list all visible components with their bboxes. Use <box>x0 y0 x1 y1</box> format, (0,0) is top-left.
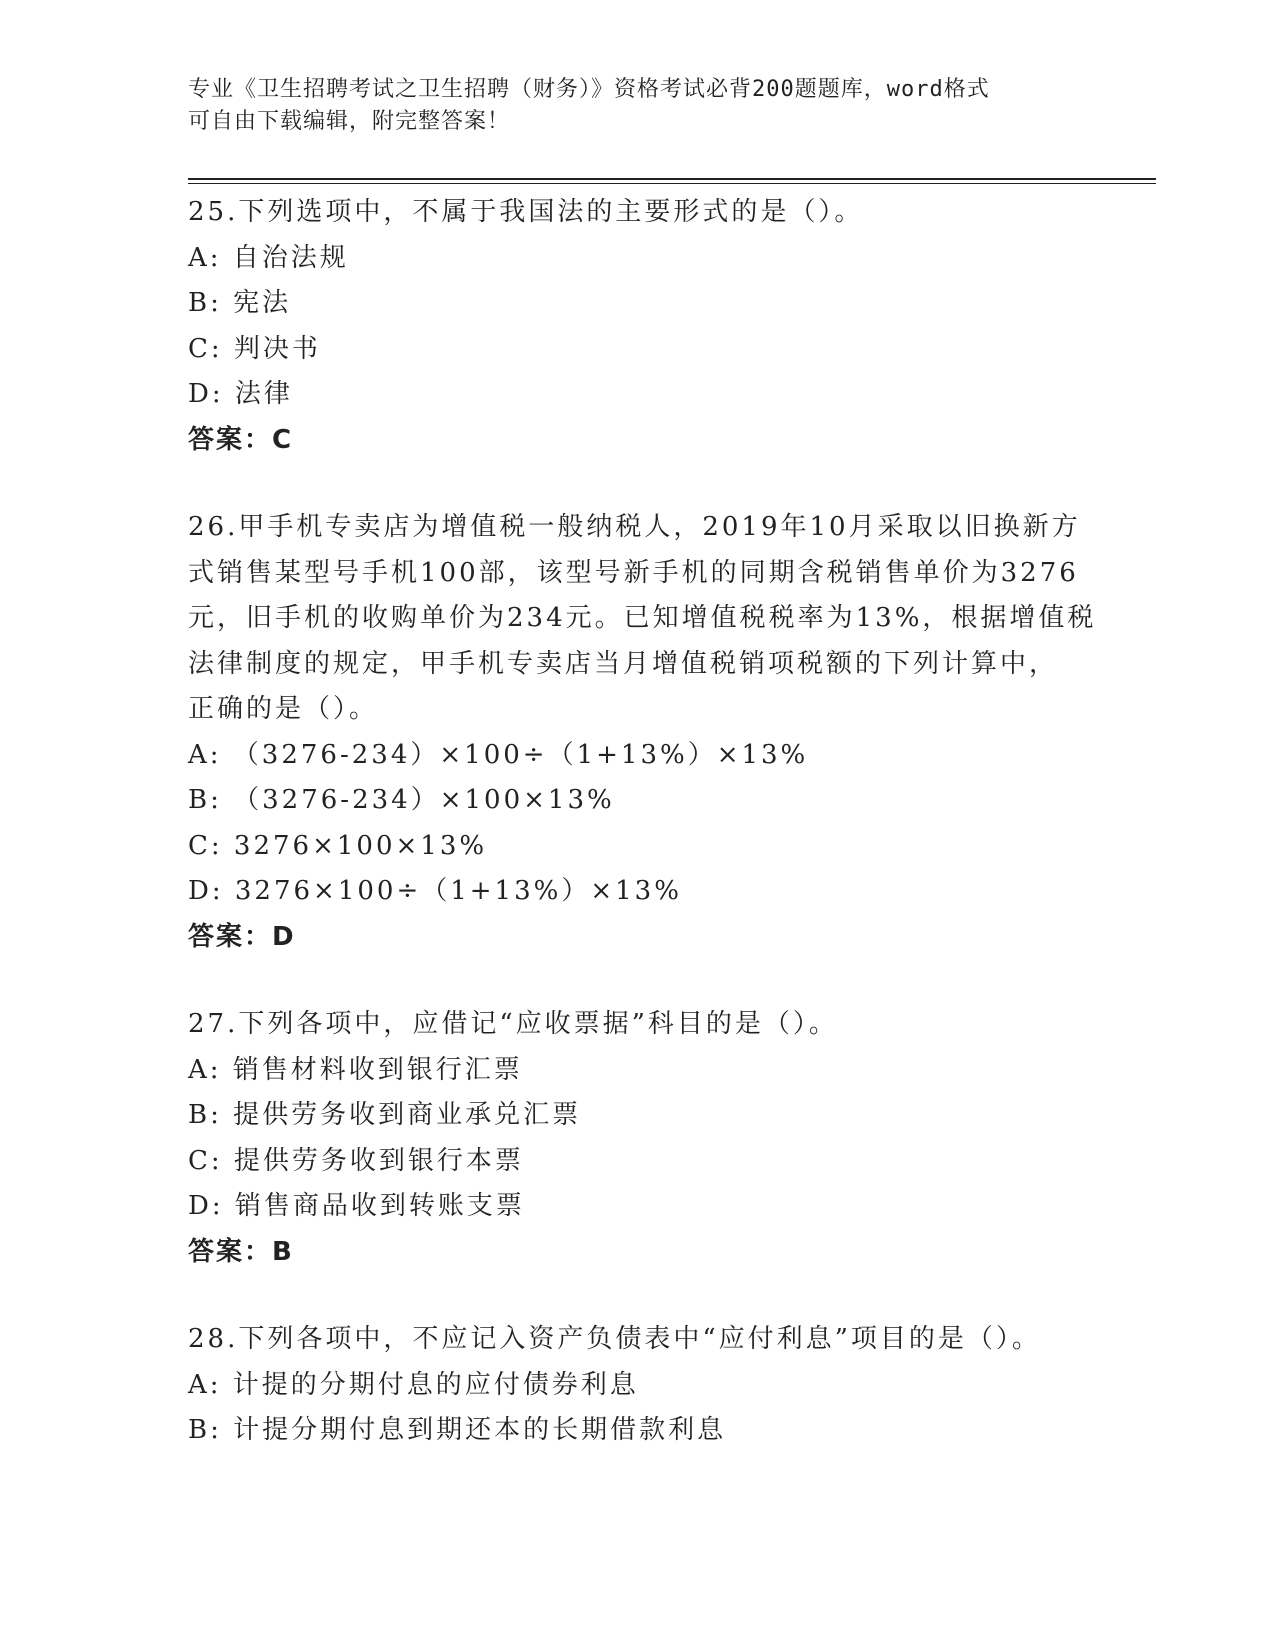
answer-option: A: 销售材料收到银行汇票 <box>188 1054 523 1085</box>
answer-option: D: 销售商品收到转账支票 <box>188 1191 525 1221</box>
question-stem-line: 式销售某型号手机100部，该型号新手机的同期含税销售单价为3276 <box>188 557 1079 588</box>
document-header <box>188 74 1088 138</box>
answer-option: B: 宪法 <box>188 288 292 318</box>
answer-option: C: 提供劳务收到银行本票 <box>188 1145 524 1176</box>
answer-option: D: 法律 <box>188 379 293 409</box>
header-divider <box>188 178 1156 180</box>
answer-option: D: 3276×100÷（1+13%）×13% <box>188 876 682 906</box>
question-block <box>188 1317 1088 1454</box>
answer-key: 答案：B <box>188 1236 294 1267</box>
answer-option: B: （3276-234）×100×13% <box>188 785 615 815</box>
question-block <box>188 1002 1088 1275</box>
answer-option: A: （3276-234）×100÷（1+13%）×13% <box>188 739 809 770</box>
question-stem-line: 25.下列选项中，不属于我国法的主要形式的是（）。 <box>188 197 864 227</box>
answer-option: C: 判决书 <box>188 333 321 364</box>
answer-key: 答案：D <box>188 921 296 952</box>
question-stem-line: 法律制度的规定，甲手机专卖店当月增值税销项税额的下列计算中， <box>188 648 1059 679</box>
answer-option: A: 自治法规 <box>188 242 349 273</box>
answer-option: B: 提供劳务收到商业承兑汇票 <box>188 1100 582 1130</box>
answer-option: C: 3276×100×13% <box>188 830 488 861</box>
question-stem-line: 28.下列各项中，不应记入资产负债表中“应付利息”项目的是（）。 <box>188 1324 1041 1354</box>
question-stem-line: 正确的是（）。 <box>188 694 379 724</box>
question-block <box>188 190 1088 463</box>
question-stem-line: 元，旧手机的收购单价为234元。已知增值税税率为13%，根据增值税 <box>188 603 1097 633</box>
answer-option: B: 计提分期付息到期还本的长期借款利息 <box>188 1415 727 1445</box>
answer-option: A: 计提的分期付息的应付债券利息 <box>188 1369 639 1400</box>
header-line-2: 可自由下载编辑，附完整答案！ <box>188 109 511 134</box>
question-block <box>188 505 1097 960</box>
question-stem-line: 26.甲手机专卖店为增值税一般纳税人，2019年10月采取以旧换新方 <box>188 512 1081 542</box>
answer-key: 答案：C <box>188 424 294 455</box>
question-list <box>188 190 1097 1496</box>
question-stem-line: 27.下列各项中，应借记“应收票据”科目的是（）。 <box>188 1009 838 1039</box>
header-line-1: 专业《卫生招聘考试之卫生招聘（财务）》资格考试必背200题题库，word格式 <box>188 77 990 102</box>
header-divider-thin <box>188 183 1156 184</box>
